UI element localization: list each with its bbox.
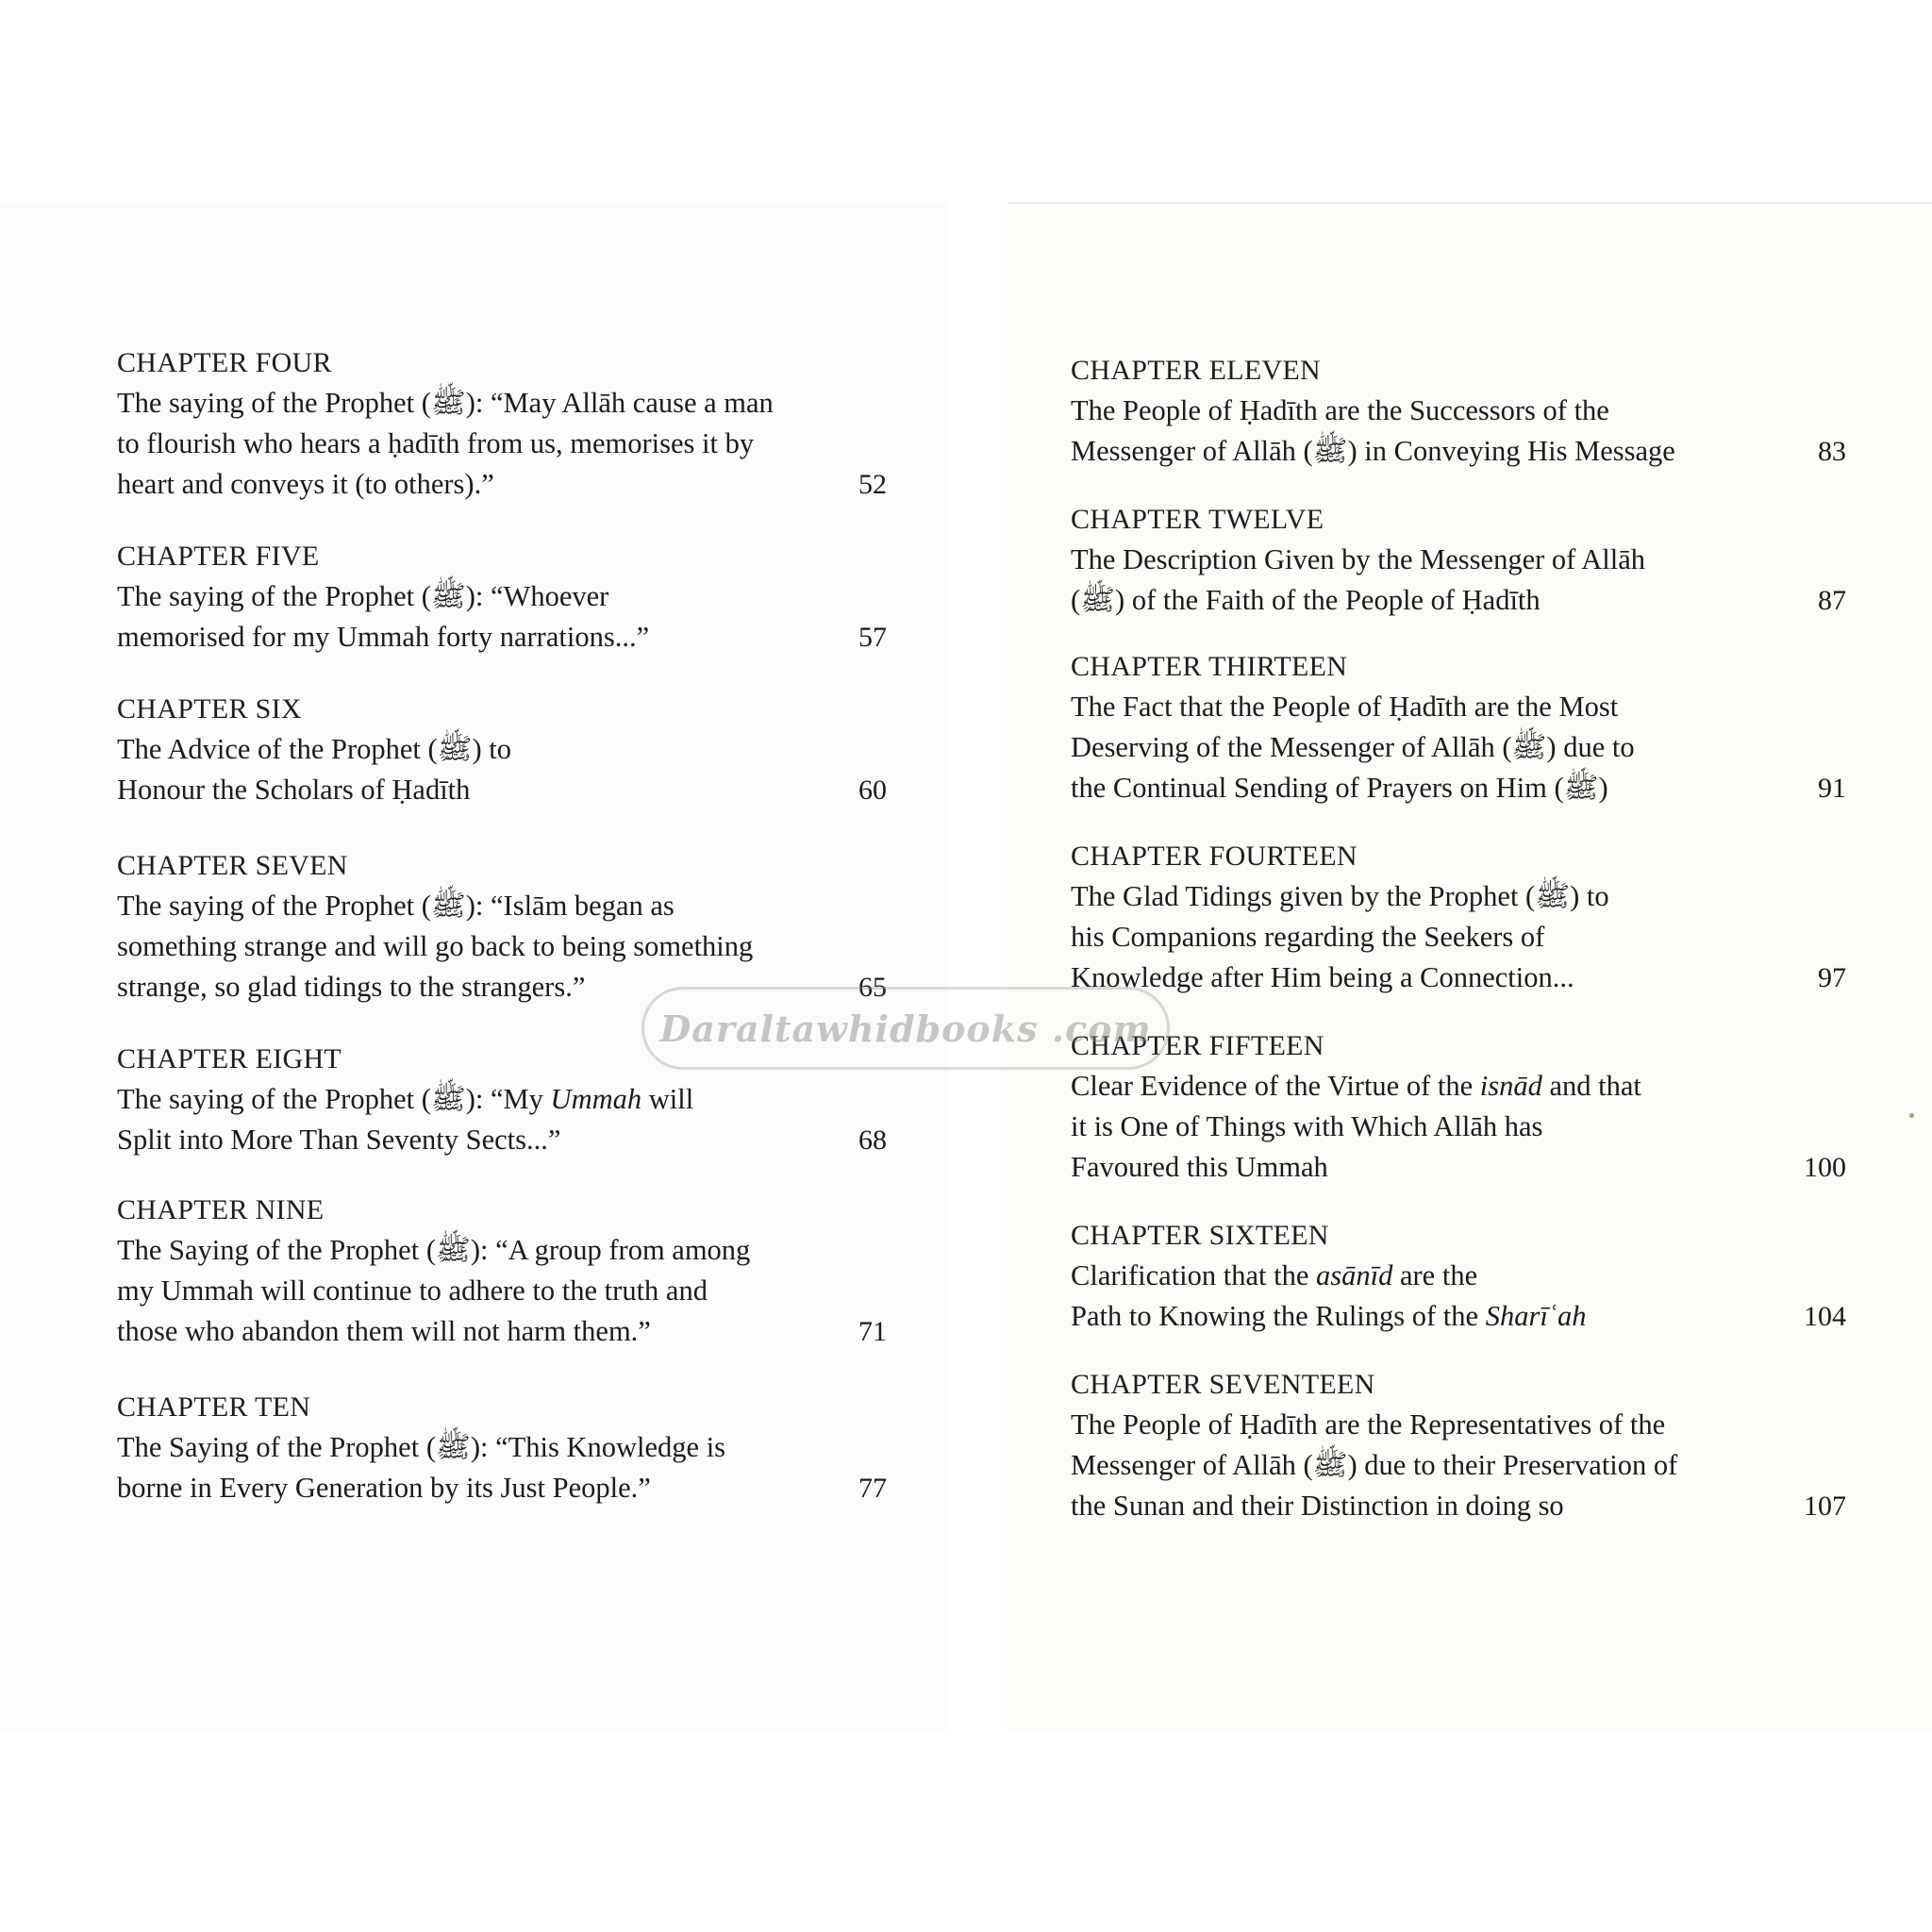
chapter-title-line: Messenger of Allāh (ﷺ) in Conveying His Message: [1071, 435, 1675, 467]
toc-entry: [117, 537, 887, 658]
chapter-title-line: borne in Every Generation by its Just People.”: [117, 1472, 651, 1504]
chapter-title-line: his Companions regarding the Seekers of: [1071, 921, 1545, 953]
chapter-heading: CHAPTER TEN: [117, 1391, 311, 1423]
toc-entry: [117, 1040, 887, 1160]
chapter-heading: CHAPTER SIX: [117, 693, 302, 724]
page-number: 68: [858, 1124, 887, 1156]
chapter-heading: CHAPTER FOURTEEN: [1071, 841, 1357, 872]
chapter-last-row: [1071, 1486, 1846, 1526]
page-number: 104: [1804, 1301, 1846, 1332]
chapter-title-line: The People of Ḥadīth are the Successors of the: [1071, 394, 1609, 426]
toc-entry: [117, 690, 887, 810]
chapter-title-line: The Fact that the People of Ḥadīth are the Most: [1071, 691, 1619, 723]
chapter-title-line: heart and conveys it (to others).”: [117, 468, 494, 500]
chapter-last-row: [117, 617, 887, 658]
toc-entry: [117, 846, 887, 1008]
chapter-title-line: The Description Given by the Messenger of Allāh: [1071, 543, 1646, 575]
page-number: 83: [1818, 436, 1846, 467]
chapter-title-line: The Advice of the Prophet (ﷺ) to: [117, 733, 512, 765]
page-number: 71: [858, 1316, 887, 1347]
page-number: 87: [1818, 585, 1846, 616]
chapter-title-line: strange, so glad tidings to the strangers.”: [117, 971, 586, 1003]
chapter-last-row: [117, 770, 887, 810]
chapter-last-row: [117, 464, 887, 505]
page-number: 107: [1804, 1491, 1846, 1522]
page-number: 77: [858, 1473, 887, 1504]
page-number: 100: [1804, 1152, 1846, 1183]
page-number: 57: [858, 622, 887, 653]
chapter-title-line: the Sunan and their Distinction in doing so: [1071, 1490, 1564, 1522]
chapter-heading: CHAPTER SEVENTEEN: [1071, 1369, 1375, 1400]
chapter-title-line: something strange and will go back to being something: [117, 930, 754, 962]
page-number: 65: [858, 972, 887, 1003]
chapter-title-line: The saying of the Prophet (ﷺ): “May Allāh cause a man: [117, 387, 774, 419]
page-number: 97: [1818, 962, 1846, 993]
chapter-title-line: Knowledge after Him being a Connection...: [1071, 961, 1574, 993]
chapter-title-line: The Saying of the Prophet (ﷺ): “This Knowledge is: [117, 1431, 726, 1463]
chapter-last-row: [1071, 768, 1846, 808]
chapter-last-row: [1071, 431, 1846, 472]
chapter-title-line: The Glad Tidings given by the Prophet (ﷺ) to: [1071, 880, 1609, 912]
chapter-title-line: Messenger of Allāh (ﷺ) due to their Preservation of: [1071, 1449, 1678, 1481]
page-edge-mark: [1909, 1113, 1914, 1118]
chapter-title-line: it is One of Things with Which Allāh has: [1071, 1110, 1543, 1142]
page-number: 52: [858, 469, 887, 500]
chapter-heading: CHAPTER FIVE: [117, 541, 320, 572]
chapter-heading: CHAPTER NINE: [117, 1194, 325, 1225]
page-number: 60: [858, 774, 887, 806]
toc-entry: [1071, 1365, 1846, 1526]
toc-entry: [117, 343, 887, 505]
chapter-title-line: my Ummah will continue to adhere to the truth and: [117, 1274, 708, 1307]
chapter-title-line: Split into More Than Seventy Sects...”: [117, 1124, 561, 1156]
chapter-title-line: those who abandon them will not harm them.”: [117, 1315, 651, 1347]
watermark-text: Daraltawhidbooks .com: [659, 1007, 1152, 1050]
chapter-title-line: Honour the Scholars of Ḥadīth: [117, 774, 471, 806]
toc-entry: [1071, 351, 1846, 472]
chapter-last-row: [117, 1120, 887, 1160]
toc-entry: [1071, 1216, 1846, 1337]
chapter-title-line: Path to Knowing the Rulings of the Sharīʿah: [1071, 1300, 1587, 1332]
chapter-title-line: The People of Ḥadīth are the Representatives of the: [1071, 1408, 1666, 1441]
chapter-title-line: The saying of the Prophet (ﷺ): “Whoever: [117, 580, 609, 612]
chapter-heading: CHAPTER SEVEN: [117, 850, 348, 881]
chapter-heading: CHAPTER TWELVE: [1071, 504, 1324, 535]
chapter-title-line: Clarification that the asānīd are the: [1071, 1259, 1478, 1291]
chapter-last-row: [1071, 580, 1846, 621]
page-number: 91: [1818, 773, 1846, 804]
chapter-title-line: Clear Evidence of the Virtue of the isnād and that: [1071, 1070, 1641, 1102]
chapter-heading: CHAPTER SIXTEEN: [1071, 1220, 1329, 1251]
chapter-title-line: The saying of the Prophet (ﷺ): “My Ummah will: [117, 1083, 694, 1115]
chapter-title-line: The saying of the Prophet (ﷺ): “Islām began as: [117, 890, 675, 922]
toc-entry: [1071, 837, 1846, 998]
chapter-title-line: Deserving of the Messenger of Allāh (ﷺ) due to: [1071, 731, 1635, 763]
toc-right-column: [1071, 351, 1846, 1526]
chapter-title-line: the Continual Sending of Prayers on Him (ﷺ): [1071, 772, 1608, 804]
chapter-last-row: [117, 1311, 887, 1352]
chapter-heading: CHAPTER EIGHT: [117, 1043, 342, 1074]
chapter-last-row: [1071, 958, 1846, 998]
chapter-heading: CHAPTER FIFTEEN: [1071, 1030, 1324, 1061]
chapter-title-line: (ﷺ) of the Faith of the People of Ḥadīth: [1071, 584, 1541, 616]
toc-entry: [1071, 647, 1846, 808]
chapter-last-row: [1071, 1296, 1846, 1337]
toc-entry: [1071, 500, 1846, 621]
chapter-heading: CHAPTER FOUR: [117, 347, 332, 378]
chapter-last-row: [117, 1468, 887, 1508]
toc-entry: [117, 1388, 887, 1508]
chapter-last-row: [117, 967, 887, 1008]
chapter-heading: CHAPTER ELEVEN: [1071, 355, 1322, 386]
chapter-last-row: [1071, 1147, 1846, 1188]
chapter-heading: CHAPTER THIRTEEN: [1071, 651, 1348, 682]
chapter-title-line: The Saying of the Prophet (ﷺ): “A group from among: [117, 1234, 751, 1266]
chapter-title-line: memorised for my Ummah forty narrations...”: [117, 621, 650, 653]
toc-entry: [117, 1191, 887, 1352]
toc-entry: [1071, 1026, 1846, 1188]
chapter-title-line: to flourish who hears a ḥadīth from us, memorises it by: [117, 427, 755, 459]
chapter-title-line: Favoured this Ummah: [1071, 1151, 1328, 1183]
toc-left-column: [117, 343, 887, 1508]
